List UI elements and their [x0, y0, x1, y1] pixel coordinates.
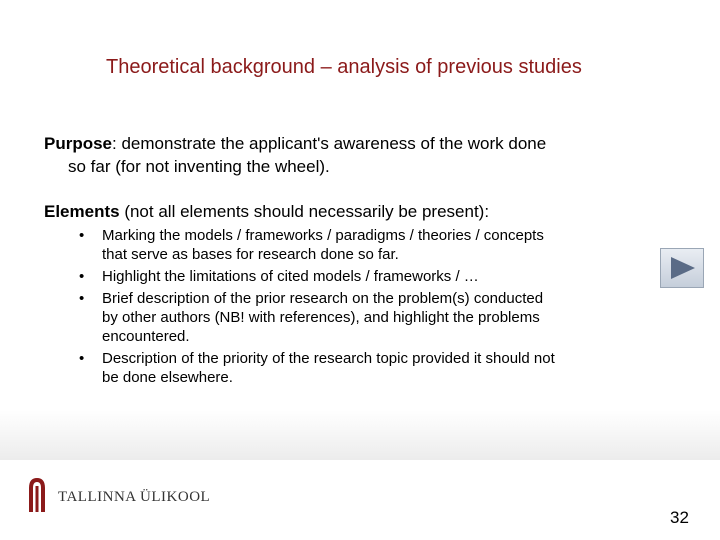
slide-title: Theoretical background – analysis of previous studies	[106, 56, 582, 78]
elements-label: Elements	[44, 202, 120, 221]
bullet-marker: •	[79, 290, 85, 307]
bullet-line: Highlight the limitations of cited models / frameworks / …	[102, 268, 479, 285]
bullet-marker: •	[79, 227, 85, 244]
bullet-line: Brief description of the prior research on the problem(s) conducted	[102, 290, 544, 307]
bullet-line: by other authors (NB! with references), and highlight the problems	[102, 309, 540, 326]
elements-heading	[44, 200, 664, 223]
bullet-line: be done elsewhere.	[102, 369, 233, 386]
university-logo	[26, 476, 210, 512]
purpose-label: Purpose	[44, 134, 113, 153]
purpose-text-line2: so far (for not inventing the wheel).	[68, 157, 330, 176]
logo-text: TALLINNA ÜLIKOOL	[58, 488, 211, 505]
bullet-marker: •	[79, 268, 85, 285]
play-icon	[667, 255, 697, 281]
play-button[interactable]	[660, 248, 704, 288]
list-item	[79, 349, 659, 387]
list-item	[79, 289, 659, 346]
bullet-line: that serve as bases for research done so far.	[102, 246, 399, 263]
bullet-line: encountered.	[102, 328, 190, 345]
elements-text: (not all elements should necessarily be present):	[119, 202, 490, 221]
bullet-line: Description of the priority of the research topic provided it should not	[102, 350, 555, 367]
list-item	[79, 226, 659, 264]
list-item	[79, 267, 659, 286]
bullet-marker: •	[79, 350, 85, 367]
purpose-paragraph	[44, 132, 664, 178]
logo-arch-icon	[26, 476, 48, 512]
elements-bullet-list	[79, 226, 659, 390]
bullet-line: Marking the models / frameworks / paradigms / theories / concepts	[102, 227, 544, 244]
purpose-text-line1: : demonstrate the applicant's awareness of the work done	[112, 134, 547, 153]
page-number: 32	[670, 508, 689, 527]
footer-band	[0, 410, 720, 460]
